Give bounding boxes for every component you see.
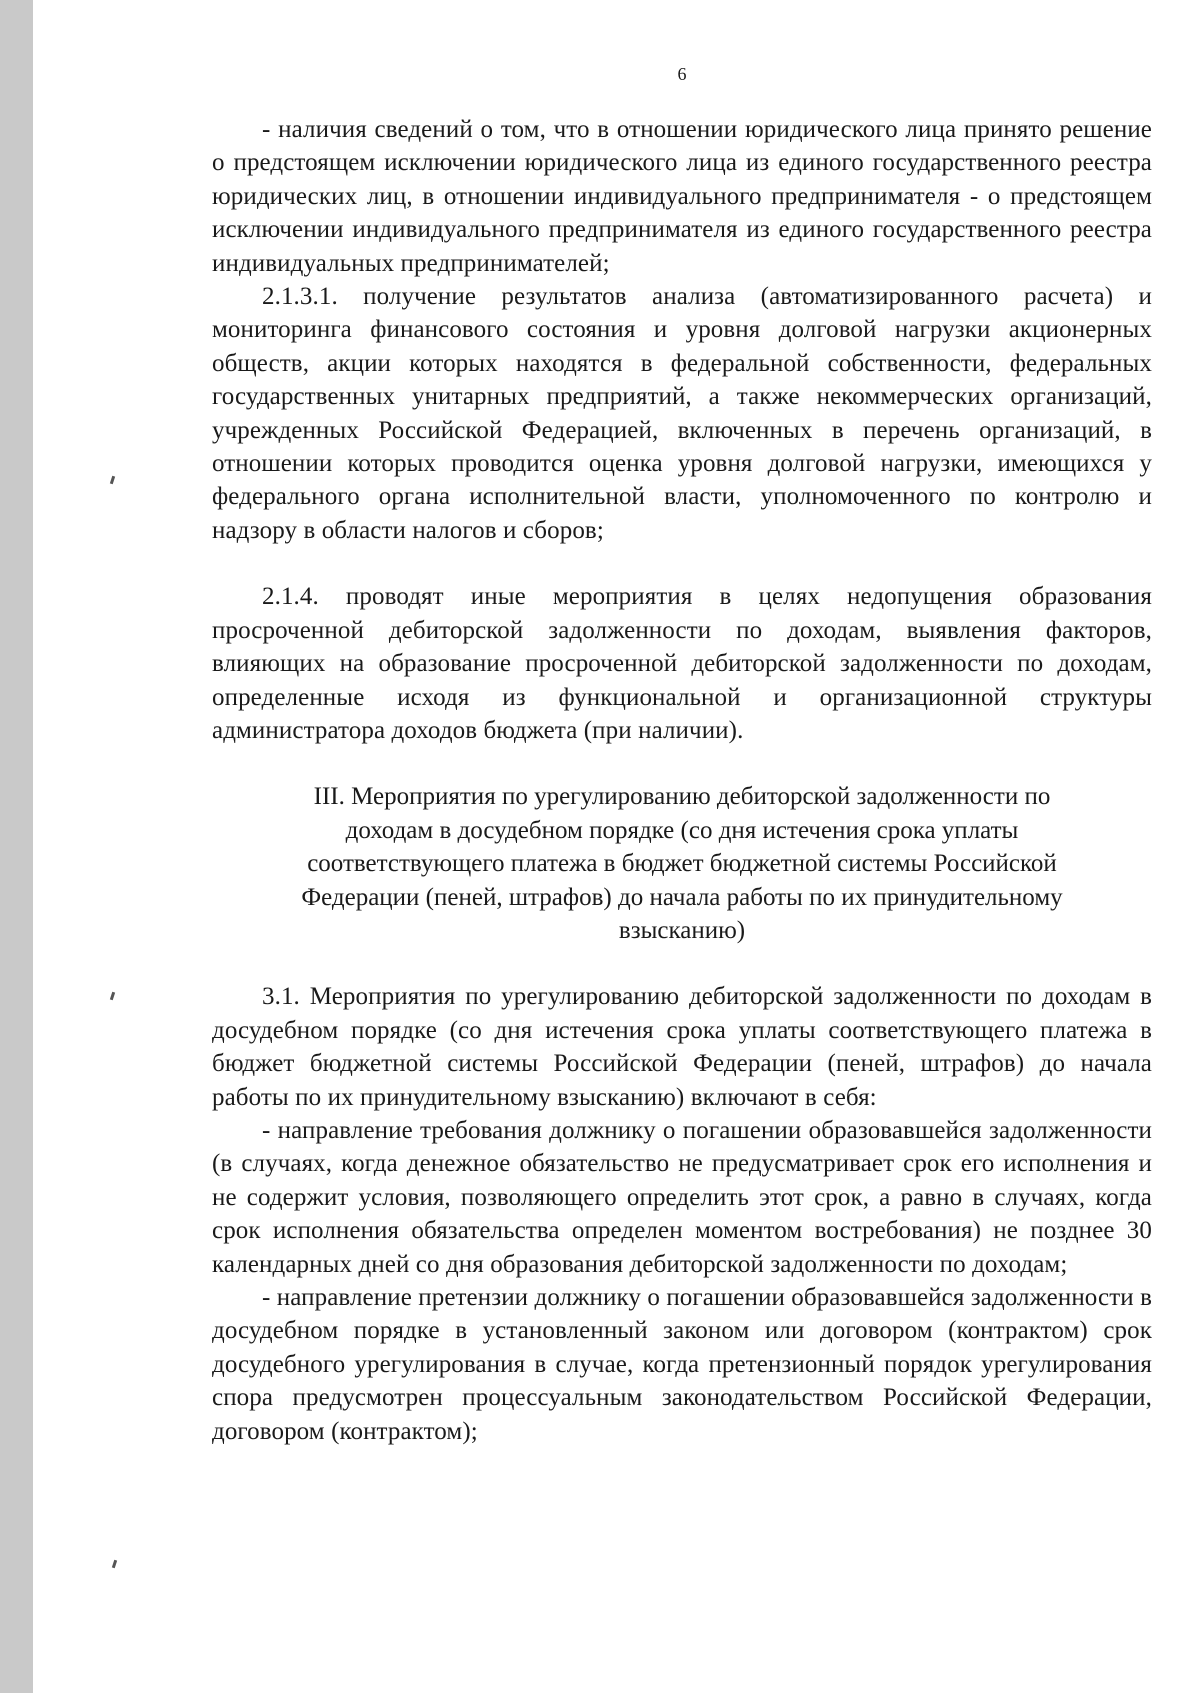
document-body — [212, 113, 1152, 1448]
paragraph-demand-notice: - направление требования должнику о погашении образовавшейся задолженности (в случаях, когда денежное обязательство не предусматривает срок его исполнения и не содержит условия, позволяющего определить этот срок, а равно в случаях, когда срок исполнения обязательства определен моментом востребования) не позднее 30 календарных дней со дня образования дебиторской задолженности по доходам; — [212, 1116, 1152, 1278]
paragraph-2-1-4: 2.1.4. проводят иные мероприятия в целях недопущения образования просроченной дебиторской задолженности по доходам, выявления факторов, влияющих на образование просроченной дебиторской задолженности по доходам, определенные исходя из функциональной и организационной структуры администратора доходов бюджета (при наличии). — [212, 583, 1152, 744]
paragraph-2-1-3-1: 2.1.3.1. получение результатов анализа (автоматизированного расчета) и мониторинга финансового состояния и уровня долговой нагрузки акционерных обществ, акции которых находятся в федеральной собственности, федеральных государственных унитарных предприятий, а также некоммерческих организаций, учрежденных Российской Федерацией, включенных в перечень организаций, в отношении которых проводится оценка уровня долговой нагрузки, имеющихся у федерального органа исполнительной власти, уполномоченного по контролю и надзору в области налогов и сборов; — [212, 283, 1152, 544]
paragraph-liquidation-info: - наличия сведений о том, что в отношении юридического лица принято решение о предстоящем исключении юридического лица из единого государственного реестра юридических лиц, в отношении индивидуального предпринимателя - о предстоящем исключении индивидуального предпринимателя из единого государственного реестра индивидуальных предпринимателей; — [212, 116, 1152, 277]
page-number: 6 — [677, 64, 687, 84]
paragraph-claim-notice: - направление претензии должнику о погашении образовавшейся задолженности в досудебном порядке в установленный законом или договором (контрактом) срок досудебного урегулирования в случае, когда претензионный порядок урегулирования спора предусмотрен процессуальным законодательством Российской Федерации, договором (контрактом); — [212, 1284, 1152, 1445]
scan-edge — [0, 0, 33, 1693]
scan-speck — [110, 992, 115, 1001]
section-heading-iii: III. Мероприятия по урегулированию дебиторской задолженности по доходам в досудебном порядке (со дня истечения срока уплаты соответствующего платежа в бюджет бюджетной системы Российской Федерации (пеней, штрафов) до начала работы по их принудительному взысканию) — [301, 783, 1063, 944]
scan-speck — [110, 476, 115, 485]
scan-speck — [112, 1560, 117, 1569]
paragraph-3-1: 3.1. Мероприятия по урегулированию дебиторской задолженности по доходам в досудебном порядке (со дня истечения срока уплаты соответствующего платежа в бюджет бюджетной системы Российской Федерации (пеней, штрафов) до начала работы по их принудительному взысканию) включают в себя: — [212, 983, 1152, 1111]
